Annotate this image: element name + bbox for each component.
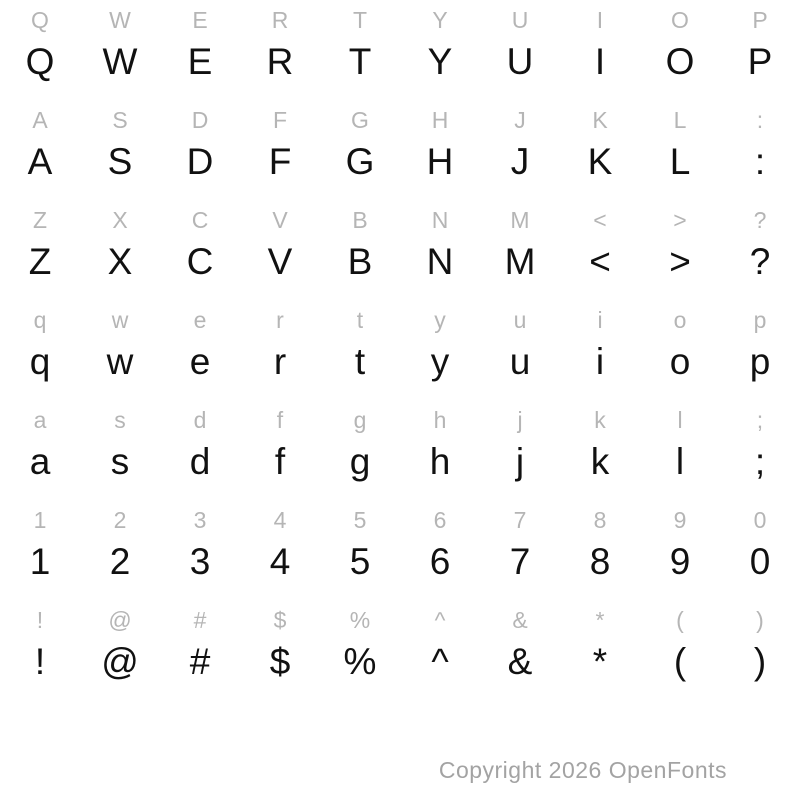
glyph-muted: P: [752, 7, 768, 33]
glyph-muted: 5: [353, 507, 367, 533]
glyph-muted: >: [673, 207, 687, 233]
glyph-muted: M: [510, 207, 530, 233]
glyph-muted: D: [191, 107, 209, 133]
specimen-group-lowercase-qwerty: [0, 300, 800, 400]
glyph-muted: q: [33, 307, 47, 333]
glyph-display: W: [102, 41, 138, 82]
glyph-muted: E: [192, 7, 208, 33]
glyph-display: R: [266, 41, 294, 82]
glyph-display: N: [426, 241, 454, 282]
glyph-display: d: [189, 441, 211, 482]
glyph-display: j: [515, 441, 525, 482]
glyph-display: %: [343, 641, 377, 682]
specimen-group-uppercase-bottom: [0, 200, 800, 300]
glyph-display: !: [34, 641, 46, 682]
glyph-display: e: [189, 341, 211, 382]
glyph-muted: W: [109, 7, 131, 33]
glyph-display: 2: [109, 541, 131, 582]
glyph-display: p: [749, 341, 771, 382]
glyph-display: t: [354, 341, 366, 382]
glyph-display: Y: [427, 41, 453, 82]
glyph-display: I: [594, 41, 606, 82]
glyph-display: J: [510, 141, 530, 182]
glyph-display: l: [675, 441, 685, 482]
glyph-muted: @: [108, 607, 132, 633]
glyph-display: k: [590, 441, 610, 482]
glyph-display: K: [587, 141, 613, 182]
glyph-muted: ): [756, 607, 764, 633]
glyph-display: u: [509, 341, 531, 382]
glyph-muted: ;: [756, 407, 764, 433]
specimen-row-muted: [0, 300, 800, 338]
glyph-display: 8: [589, 541, 611, 582]
specimen-row-muted: [0, 200, 800, 238]
glyph-muted: l: [677, 407, 683, 433]
glyph-display: $: [269, 641, 291, 682]
glyph-display: 4: [269, 541, 291, 582]
glyph-muted: F: [272, 107, 288, 133]
glyph-muted: C: [191, 207, 209, 233]
glyph-display: O: [665, 41, 695, 82]
glyph-display: L: [669, 141, 691, 182]
glyph-display: 1: [29, 541, 51, 582]
glyph-muted: s: [114, 407, 126, 433]
glyph-display: w: [106, 341, 134, 382]
glyph-muted: :: [756, 107, 764, 133]
glyph-display: ): [753, 641, 767, 682]
glyph-display: *: [592, 641, 608, 682]
glyph-display: r: [273, 341, 287, 382]
glyph-muted: 1: [33, 507, 47, 533]
specimen-group-uppercase-qwerty: [0, 0, 800, 100]
glyph-muted: Z: [32, 207, 48, 233]
glyph-display: 6: [429, 541, 451, 582]
glyph-display: C: [186, 241, 214, 282]
glyph-muted: N: [431, 207, 449, 233]
specimen-row-muted: [0, 500, 800, 538]
glyph-display: ^: [431, 641, 449, 682]
glyph-muted: Q: [31, 7, 49, 33]
copyright-text: Copyright 2026 OpenFonts: [438, 757, 727, 783]
glyph-muted: G: [351, 107, 369, 133]
glyph-muted: h: [433, 407, 447, 433]
specimen-row-muted: [0, 600, 800, 638]
glyph-display: a: [29, 441, 51, 482]
glyph-muted: d: [193, 407, 207, 433]
glyph-muted: V: [272, 207, 288, 233]
specimen-group-symbols: [0, 600, 800, 700]
glyph-display: 5: [349, 541, 371, 582]
glyph-muted: #: [193, 607, 207, 633]
glyph-muted: U: [511, 7, 529, 33]
glyph-muted: A: [32, 107, 48, 133]
specimen-group-lowercase-home: [0, 400, 800, 500]
glyph-display: >: [669, 241, 691, 282]
glyph-display: H: [426, 141, 454, 182]
specimen-group-digits: [0, 500, 800, 600]
specimen-row-display: [0, 638, 800, 700]
glyph-display: G: [345, 141, 375, 182]
glyph-display: q: [29, 341, 51, 382]
glyph-muted: %: [349, 607, 371, 633]
glyph-display: :: [754, 141, 766, 182]
specimen-row-display: [0, 538, 800, 600]
glyph-muted: R: [271, 7, 289, 33]
glyph-muted: (: [676, 607, 684, 633]
glyph-display: ;: [754, 441, 766, 482]
glyph-muted: u: [513, 307, 527, 333]
glyph-display: s: [110, 441, 130, 482]
glyph-muted: <: [593, 207, 607, 233]
glyph-display: X: [107, 241, 133, 282]
glyph-display: ?: [749, 241, 771, 282]
specimen-row-muted: [0, 400, 800, 438]
glyph-muted: Y: [432, 7, 448, 33]
glyph-display: y: [430, 341, 450, 382]
glyph-muted: o: [673, 307, 687, 333]
glyph-display: V: [267, 241, 293, 282]
specimen-row-display: [0, 38, 800, 100]
glyph-display: (: [673, 641, 687, 682]
specimen-row-muted: [0, 0, 800, 38]
glyph-display: U: [506, 41, 534, 82]
glyph-display: g: [349, 441, 371, 482]
glyph-muted: 6: [433, 507, 447, 533]
glyph-muted: 4: [273, 507, 287, 533]
glyph-display: D: [186, 141, 214, 182]
glyph-muted: 3: [193, 507, 207, 533]
glyph-muted: i: [597, 307, 603, 333]
glyph-muted: K: [592, 107, 608, 133]
glyph-display: &: [507, 641, 533, 682]
glyph-display: T: [348, 41, 372, 82]
glyph-muted: I: [596, 7, 604, 33]
glyph-muted: $: [273, 607, 287, 633]
glyph-muted: a: [33, 407, 47, 433]
glyph-display: <: [589, 241, 611, 282]
glyph-muted: y: [434, 307, 446, 333]
glyph-muted: B: [352, 207, 368, 233]
glyph-muted: S: [112, 107, 128, 133]
glyph-display: 0: [749, 541, 771, 582]
specimen-row-display: [0, 438, 800, 500]
glyph-display: 9: [669, 541, 691, 582]
glyph-muted: t: [356, 307, 364, 333]
glyph-muted: T: [352, 7, 368, 33]
glyph-muted: g: [353, 407, 367, 433]
glyph-display: i: [595, 341, 605, 382]
glyph-muted: J: [514, 107, 526, 133]
glyph-muted: 9: [673, 507, 687, 533]
specimen-row-display: [0, 338, 800, 400]
glyph-muted: L: [673, 107, 687, 133]
glyph-muted: X: [112, 207, 128, 233]
glyph-display: E: [187, 41, 213, 82]
glyph-muted: r: [276, 307, 284, 333]
glyph-muted: 8: [593, 507, 607, 533]
glyph-muted: e: [193, 307, 207, 333]
glyph-display: f: [274, 441, 286, 482]
glyph-display: B: [347, 241, 373, 282]
specimen-row-display: [0, 138, 800, 200]
glyph-muted: *: [595, 607, 605, 633]
glyph-muted: p: [753, 307, 767, 333]
glyph-muted: !: [36, 607, 44, 633]
glyph-display: #: [189, 641, 211, 682]
glyph-muted: f: [276, 407, 284, 433]
specimen-row-muted: [0, 100, 800, 138]
glyph-display: 7: [509, 541, 531, 582]
glyph-muted: j: [517, 407, 523, 433]
glyph-display: P: [747, 41, 773, 82]
glyph-display: 3: [189, 541, 211, 582]
glyph-display: @: [101, 641, 139, 682]
glyph-muted: w: [111, 307, 129, 333]
glyph-muted: k: [594, 407, 606, 433]
glyph-display: o: [669, 341, 691, 382]
glyph-muted: O: [671, 7, 689, 33]
glyph-muted: ^: [434, 607, 446, 633]
glyph-muted: H: [431, 107, 449, 133]
glyph-muted: 2: [113, 507, 127, 533]
glyph-display: F: [268, 141, 292, 182]
glyph-muted: 0: [753, 507, 767, 533]
specimen-group-uppercase-home: [0, 100, 800, 200]
glyph-display: h: [429, 441, 451, 482]
glyph-display: Q: [25, 41, 55, 82]
glyph-display: S: [107, 141, 133, 182]
glyph-muted: ?: [753, 207, 767, 233]
glyph-muted: &: [512, 607, 528, 633]
specimen-row-display: [0, 238, 800, 300]
glyph-display: M: [504, 241, 536, 282]
glyph-display: A: [27, 141, 53, 182]
glyph-display: Z: [28, 241, 52, 282]
glyph-muted: 7: [513, 507, 527, 533]
